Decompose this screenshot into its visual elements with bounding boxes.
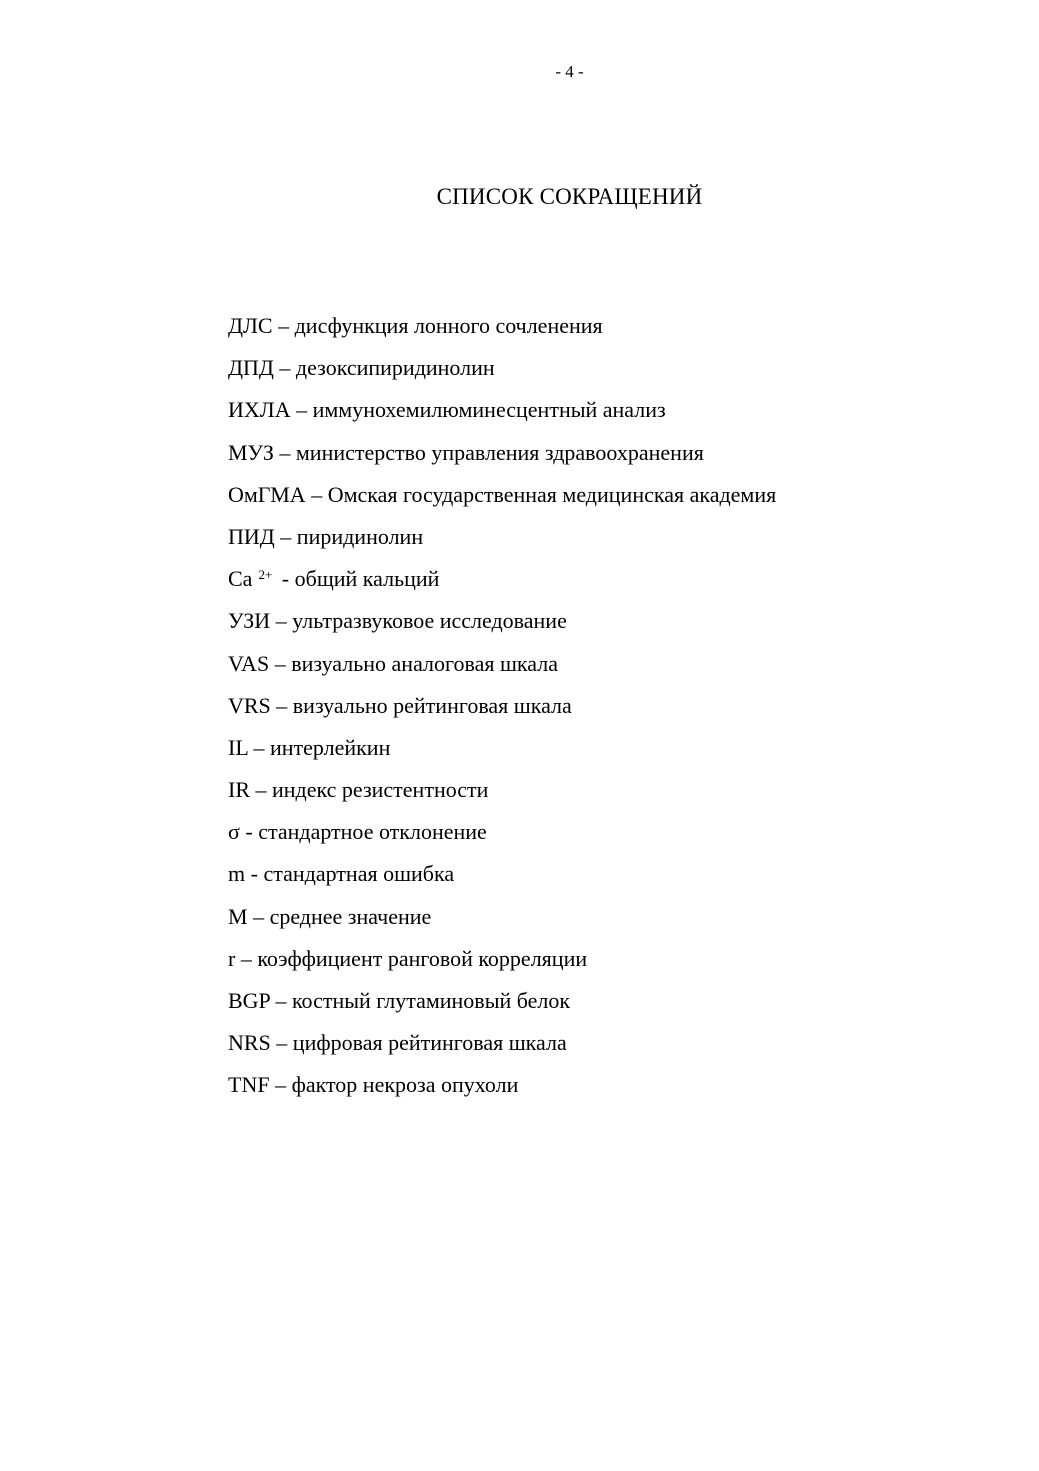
separator: – xyxy=(250,777,272,803)
abbreviation-term: ПИД xyxy=(228,523,275,549)
list-item xyxy=(228,479,776,521)
list-item xyxy=(228,605,776,647)
list-item xyxy=(228,943,776,985)
list-item xyxy=(228,394,776,436)
separator: – xyxy=(305,481,328,507)
abbreviation-definition: дисфункция лонного сочленения xyxy=(294,313,603,338)
abbreviation-definition: общий кальций xyxy=(294,566,440,592)
separator: – xyxy=(269,650,292,676)
list-item xyxy=(228,648,776,690)
abbreviation-definition: интерлейкин xyxy=(269,734,391,760)
abbreviation-term: ДПД xyxy=(228,355,274,381)
abbreviation-definition: дезоксипиридинолин xyxy=(295,355,495,381)
list-item xyxy=(228,563,776,605)
separator: - xyxy=(245,861,264,887)
abbreviation-term: M xyxy=(228,903,248,929)
abbreviation-term: VRS xyxy=(228,692,271,718)
abbreviation-definition: стандартная ошибка xyxy=(263,861,455,887)
abbreviation-definition: министерство управления здравоохранения xyxy=(295,439,704,465)
abbreviation-list xyxy=(228,310,776,1112)
separator: - xyxy=(276,566,295,592)
abbreviation-definition: стандартное отклонение xyxy=(258,819,487,845)
abbreviation-term: УЗИ xyxy=(228,608,271,634)
abbreviation-definition: цифровая рейтинговая шкала xyxy=(292,1030,567,1056)
list-item xyxy=(228,437,776,479)
list-item xyxy=(228,310,776,352)
abbreviation-term: m xyxy=(228,861,246,887)
abbreviation-term: Ca xyxy=(228,566,253,592)
abbreviation-term: r xyxy=(228,945,236,971)
separator: – xyxy=(273,355,296,381)
abbreviation-definition: визуально аналоговая шкала xyxy=(291,650,558,676)
separator: – xyxy=(274,523,297,549)
separator: – xyxy=(269,988,292,1013)
abbreviation-term: VAS xyxy=(228,650,270,676)
separator: – xyxy=(269,1072,292,1098)
abbreviation-term: IR xyxy=(228,777,250,803)
separator: – xyxy=(247,734,270,760)
abbreviation-definition: иммунохемилюминесцентный анализ xyxy=(312,397,666,423)
superscript-charge: 2+ xyxy=(258,567,273,583)
separator: - xyxy=(239,819,259,845)
separator: – xyxy=(270,608,293,634)
abbreviation-term: TNF xyxy=(228,1072,270,1098)
abbreviation-definition: коэффициент ранговой корреляции xyxy=(257,945,588,971)
separator: – xyxy=(247,903,270,929)
separator: – xyxy=(235,945,258,971)
abbreviation-definition: визуально рейтинговая шкала xyxy=(292,692,572,718)
abbreviation-term: МУЗ xyxy=(228,439,274,465)
abbreviation-definition: индекс резистентности xyxy=(272,777,489,803)
abbreviation-definition: пиридинолин xyxy=(296,523,424,549)
abbreviation-term: ОмГМА xyxy=(228,481,306,507)
separator: – xyxy=(270,1030,293,1056)
page-number: - 4 - xyxy=(555,62,584,81)
list-item xyxy=(228,690,776,732)
abbreviation-term: ИХЛА xyxy=(228,397,291,423)
list-item xyxy=(228,985,776,1027)
list-item xyxy=(228,901,776,943)
abbreviation-definition: Омская государственная медицинская академия xyxy=(327,481,777,507)
abbreviation-definition: среднее значение xyxy=(269,903,432,929)
abbreviation-definition: костный глутаминовый белок xyxy=(291,988,571,1013)
list-item xyxy=(228,1027,776,1069)
separator: – xyxy=(270,692,293,718)
separator: – xyxy=(290,397,313,423)
abbreviation-term: σ xyxy=(228,819,240,845)
abbreviation-definition: ультразвуковое исследование xyxy=(292,608,567,634)
list-item xyxy=(228,858,776,900)
abbreviation-term: BGP xyxy=(228,988,270,1013)
list-item xyxy=(228,1069,776,1111)
page-title: СПИСОК СОКРАЩЕНИЙ xyxy=(436,184,703,209)
list-item xyxy=(228,816,776,858)
list-item xyxy=(228,521,776,563)
list-item xyxy=(228,352,776,394)
list-item xyxy=(228,774,776,816)
abbreviation-definition: фактор некроза опухоли xyxy=(291,1072,519,1098)
abbreviation-term: ДЛС xyxy=(228,313,273,338)
separator: – xyxy=(273,439,296,465)
separator: – xyxy=(272,313,295,338)
abbreviation-term: IL xyxy=(228,734,248,760)
list-item xyxy=(228,732,776,774)
abbreviation-term: NRS xyxy=(228,1030,271,1056)
